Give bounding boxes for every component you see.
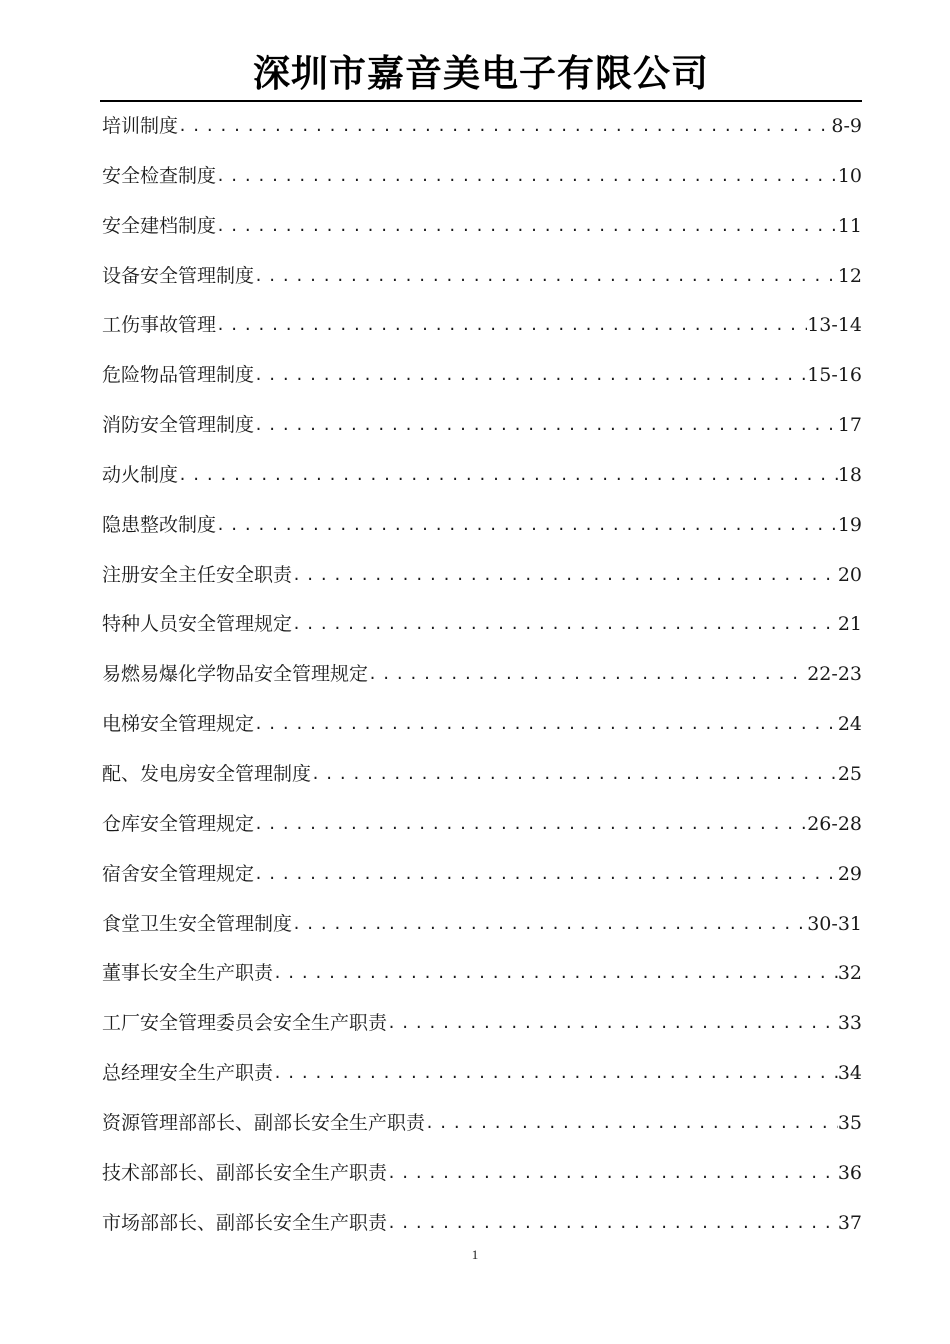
toc-dot-leader (216, 152, 838, 202)
toc-entry[interactable] (102, 152, 862, 202)
toc-dot-leader (178, 102, 831, 152)
toc-entry[interactable] (102, 252, 862, 302)
toc-dot-leader (216, 501, 838, 551)
toc-dot-leader (292, 551, 838, 601)
toc-entry[interactable] (102, 501, 862, 551)
toc-entry[interactable] (102, 750, 862, 800)
toc-entry-page: 17 (837, 414, 862, 437)
toc-entry-page: 10 (837, 164, 862, 187)
toc-entry-title: 设备安全管理制度 (102, 264, 255, 287)
toc-entry-title: 资源管理部部长、副部长安全生产职责 (102, 1111, 426, 1134)
toc-entry-page: 30-31 (807, 912, 862, 935)
toc-entry-page: 35 (837, 1111, 862, 1134)
toc-entry-title: 动火制度 (102, 463, 179, 486)
toc-entry-title: 工伤事故管理 (102, 314, 217, 337)
toc-dot-leader (254, 800, 807, 850)
toc-entry-title: 安全建档制度 (102, 214, 217, 237)
toc-entry-title: 易燃易爆化学物品安全管理规定 (102, 663, 369, 686)
toc-entry-page: 19 (837, 513, 862, 536)
toc-entry-page: 34 (837, 1062, 862, 1085)
toc-entry[interactable] (102, 999, 862, 1049)
toc-entry-page: 18 (837, 463, 862, 486)
toc-dot-leader (216, 301, 807, 351)
toc-entry[interactable] (102, 551, 862, 601)
toc-dot-leader (216, 202, 838, 252)
toc-entry-page: 11 (837, 214, 862, 237)
toc-entry-title: 食堂卫生安全管理制度 (102, 912, 293, 935)
toc-entry-title: 电梯安全管理规定 (102, 713, 255, 736)
toc-dot-leader (292, 600, 838, 650)
toc-entry[interactable] (102, 1099, 862, 1149)
toc-entry[interactable] (102, 401, 862, 451)
toc-entry-page: 15-16 (807, 364, 862, 387)
toc-dot-leader (254, 351, 807, 401)
toc-entry-title: 董事长安全生产职责 (102, 962, 274, 985)
toc-entry-title: 仓库安全管理规定 (102, 812, 255, 835)
toc-entry[interactable] (102, 202, 862, 252)
toc-entry[interactable] (102, 949, 862, 999)
toc-dot-leader (425, 1099, 838, 1149)
toc-entry[interactable] (102, 850, 862, 900)
toc-dot-leader (292, 900, 807, 950)
toc-entry-page: 12 (837, 264, 862, 287)
page-header (100, 50, 862, 102)
toc-entry-page: 8-9 (831, 115, 862, 137)
toc-entry-title: 消防安全管理制度 (102, 414, 255, 437)
toc-dot-leader (254, 700, 838, 750)
toc-entry[interactable] (102, 1149, 862, 1199)
toc-entry-title: 隐患整改制度 (102, 513, 217, 536)
toc-entry-page: 25 (837, 762, 862, 785)
toc-entry-page: 13-14 (807, 314, 862, 337)
toc-dot-leader (273, 1049, 838, 1099)
toc-dot-leader (254, 252, 838, 302)
toc-dot-leader (311, 750, 838, 800)
toc-dot-leader (387, 1199, 838, 1249)
toc-dot-leader (387, 1149, 838, 1199)
toc-entry-page: 22-23 (807, 663, 862, 686)
toc-entry-title: 技术部部长、副部长安全生产职责 (102, 1161, 388, 1184)
toc-dot-leader (368, 650, 807, 700)
toc-entry-title: 特种人员安全管理规定 (102, 613, 293, 636)
toc-entry-title: 危险物品管理制度 (102, 364, 255, 387)
page-number: 1 (471, 1247, 479, 1262)
toc-entry[interactable] (102, 600, 862, 650)
toc-entry-title: 配、发电房安全管理制度 (102, 762, 312, 785)
toc-entry-page: 37 (837, 1211, 862, 1234)
toc-entry-title: 培训制度 (102, 115, 179, 137)
toc-entry-page: 29 (837, 862, 862, 885)
toc-entry-title: 宿舍安全管理规定 (102, 862, 255, 885)
toc-entry-page: 21 (837, 613, 862, 636)
toc-dot-leader (254, 850, 838, 900)
toc-dot-leader (387, 999, 838, 1049)
toc-dot-leader (254, 401, 838, 451)
toc-entry[interactable] (102, 900, 862, 950)
toc-entry[interactable] (102, 301, 862, 351)
toc-entry-title: 工厂安全管理委员会安全生产职责 (102, 1012, 388, 1035)
toc-entry-title: 注册安全主任安全职责 (102, 563, 293, 586)
toc-entry[interactable] (102, 700, 862, 750)
toc-entry[interactable] (102, 102, 862, 152)
toc-entry[interactable] (102, 650, 862, 700)
toc-entry[interactable] (102, 1199, 862, 1249)
toc-entry[interactable] (102, 1049, 862, 1099)
toc-entry[interactable] (102, 451, 862, 501)
toc-entry[interactable] (102, 800, 862, 850)
toc-entry-page: 36 (837, 1161, 862, 1184)
toc-entry-page: 20 (837, 563, 862, 586)
toc-entry[interactable] (102, 351, 862, 401)
toc-entry-page: 24 (837, 713, 862, 736)
toc-dot-leader (273, 949, 838, 999)
toc-entry-page: 32 (837, 962, 862, 985)
table-of-contents (102, 102, 862, 1248)
toc-dot-leader (178, 451, 838, 501)
toc-entry-title: 市场部部长、副部长安全生产职责 (102, 1211, 388, 1234)
toc-entry-title: 安全检查制度 (102, 164, 217, 187)
toc-entry-page: 33 (837, 1012, 862, 1035)
toc-entry-page: 26-28 (807, 812, 862, 835)
toc-entry-title: 总经理安全生产职责 (102, 1062, 274, 1085)
company-title: 深圳市嘉音美电子有限公司 (253, 52, 709, 95)
